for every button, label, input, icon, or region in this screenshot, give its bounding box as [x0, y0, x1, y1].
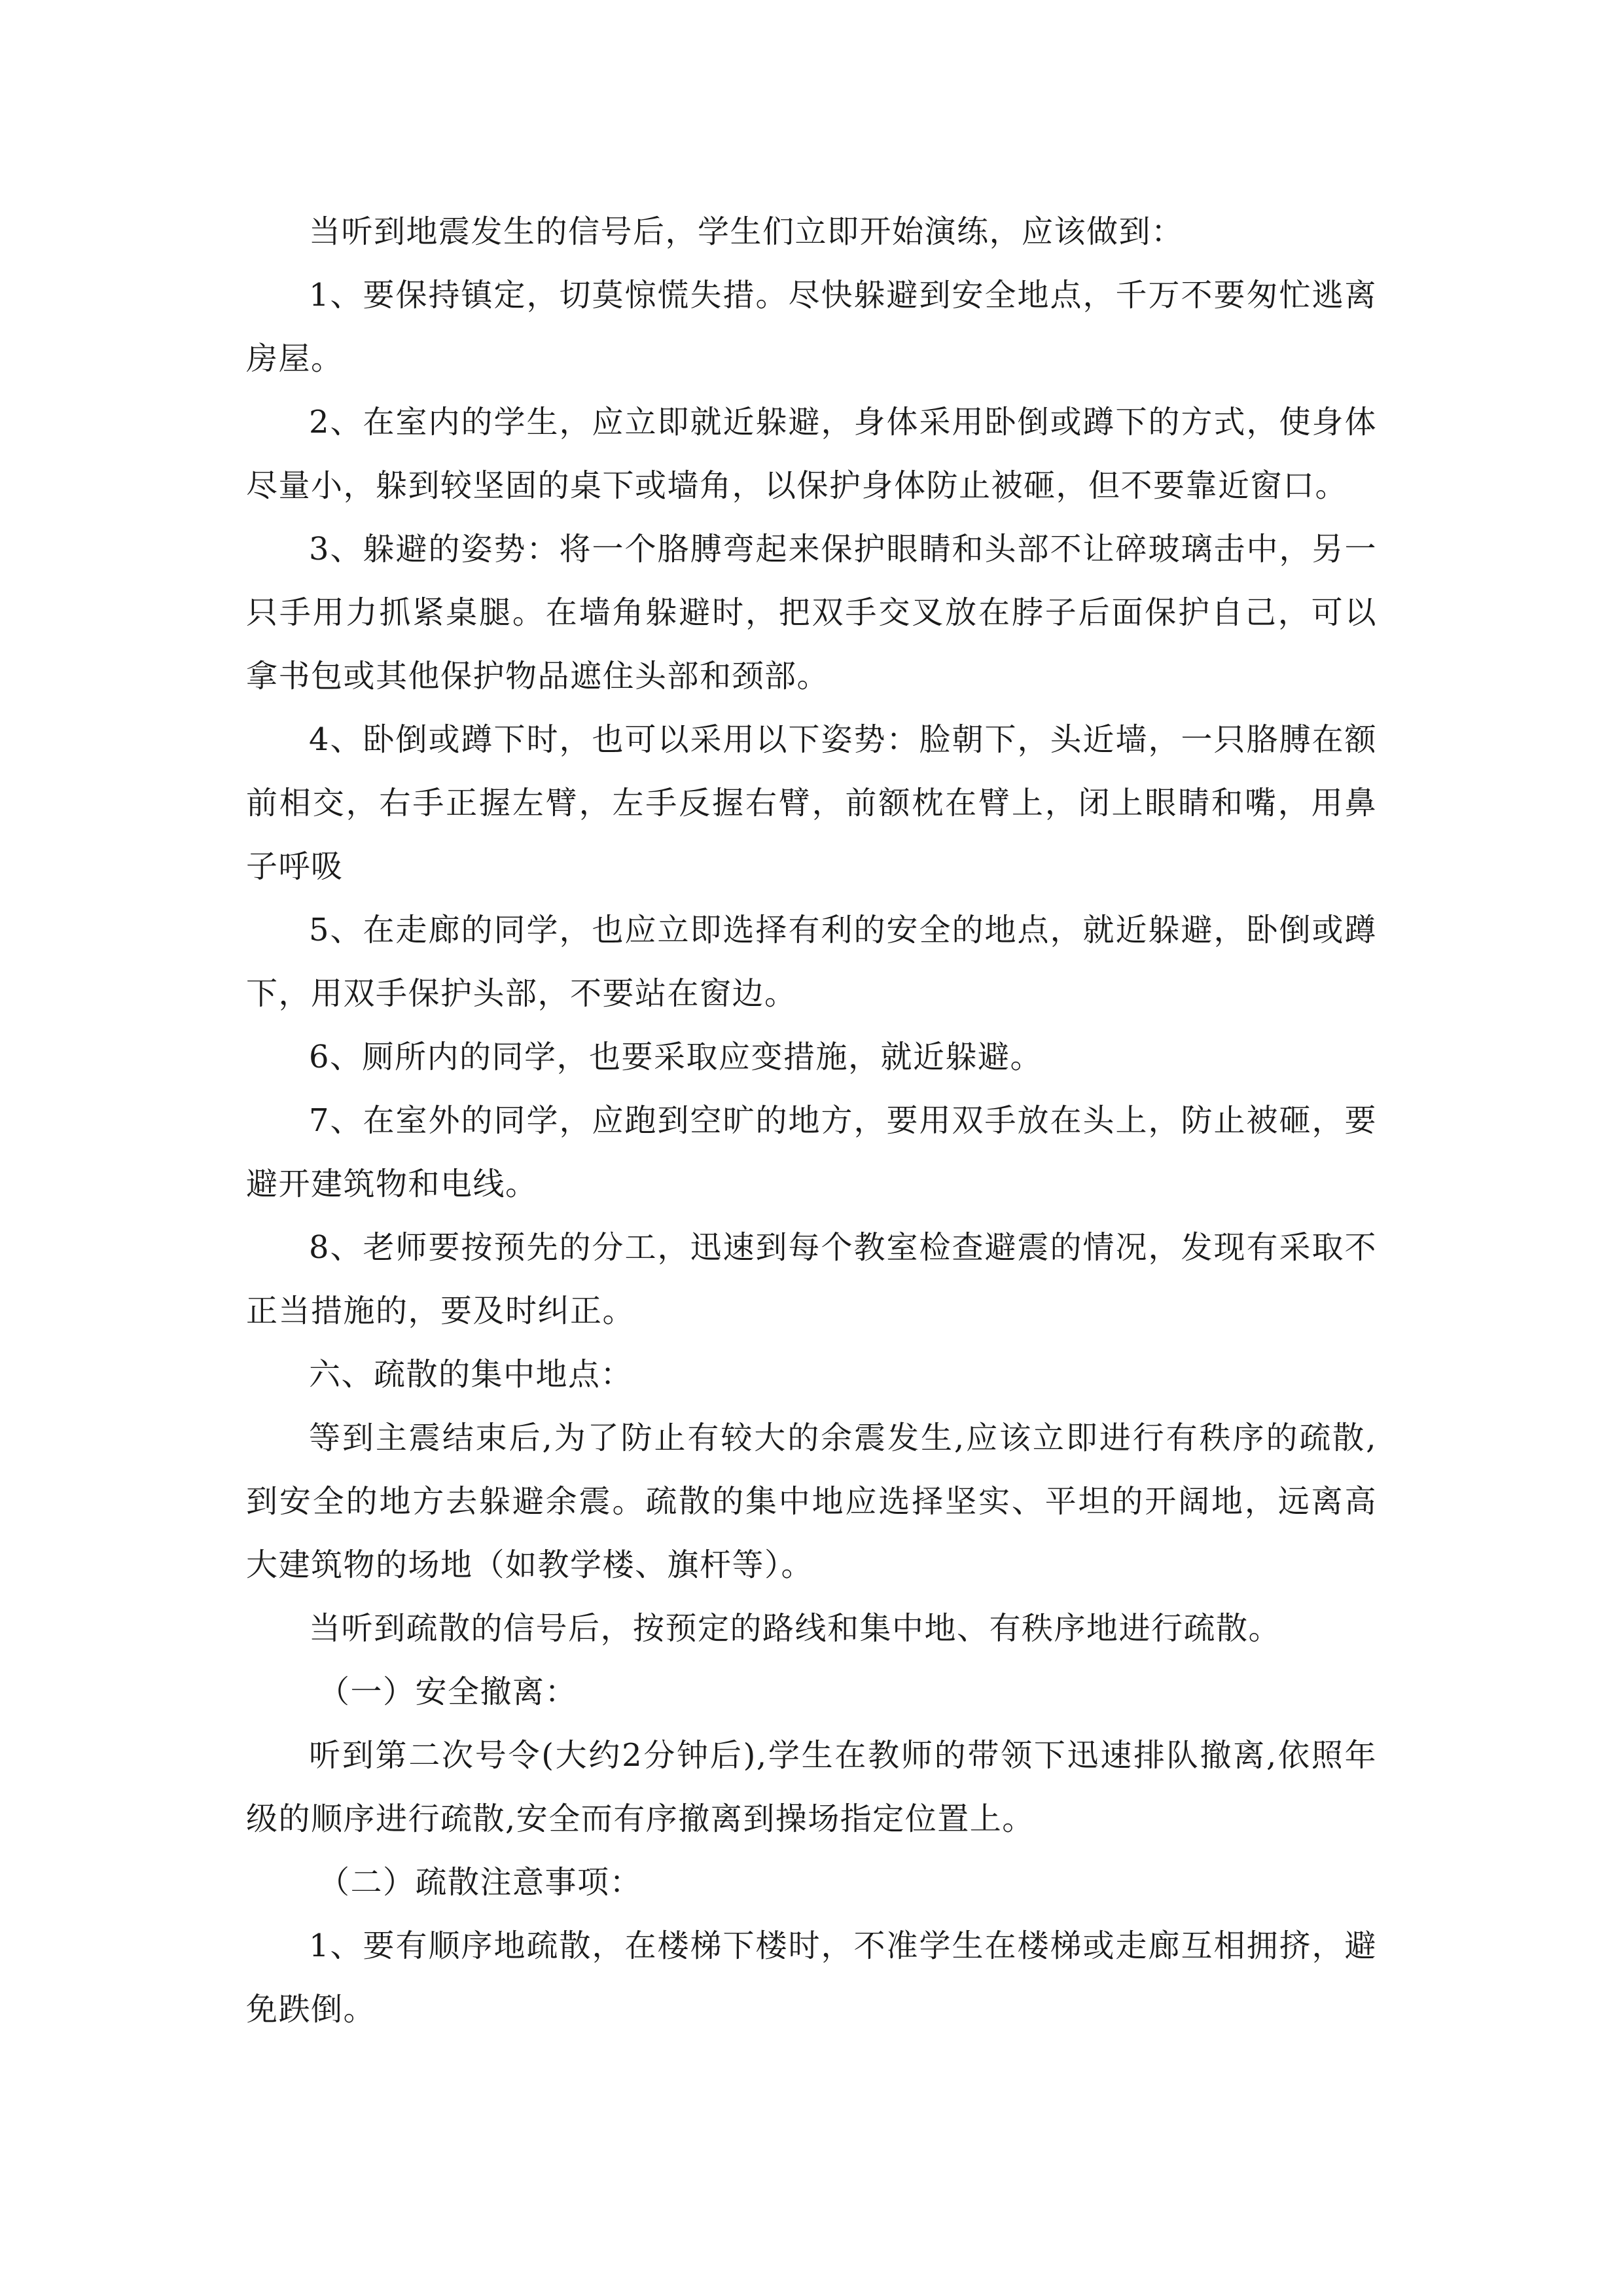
paragraph-item-6-restroom: 6、厕所内的同学，也要采取应变措施，就近躲避。	[309, 1039, 1043, 1075]
paragraph-item-1-stay-calm: 1、要保持镇定，切莫惊慌失措。尽快躲避到安全地点，千万不要匆忙逃离房屋。	[246, 277, 1377, 377]
paragraph-after-main-shock: 等到主震结束后,为了防止有较大的余震发生,应该立即进行有秩序的疏散,到安全的地方去躲避余震。疏散的集中地应选择坚实、平坦的开阔地，远离高大建筑物的场地（如教学楼、旗杆等）。	[246, 1420, 1377, 1583]
paragraph-note-1-orderly: 1、要有顺序地疏散，在楼梯下楼时，不准学生在楼梯或走廊互相拥挤，避免跌倒。	[246, 1928, 1377, 2028]
paragraph-earthquake-signal: 当听到地震发生的信号后，学生们立即开始演练，应该做到：	[309, 213, 1184, 250]
document-body	[246, 200, 1377, 2041]
subheading-safe-withdrawal: （一）安全撤离：	[318, 1674, 578, 1710]
section-heading-evacuation-point: 六、疏散的集中地点：	[309, 1356, 633, 1393]
paragraph-evacuation-signal: 当听到疏散的信号后，按预定的路线和集中地、有秩序地进行疏散。	[309, 1610, 1281, 1647]
paragraph-item-2-indoor: 2、在室内的学生，应立即就近躲避，身体采用卧倒或蹲下的方式，使身体尽量小，躲到较坚固的桌下或墙角，以保护身体防止被砸，但不要靠近窗口。	[246, 404, 1377, 504]
paragraph-item-7-outdoor: 7、在室外的同学，应跑到空旷的地方，要用双手放在头上，防止被砸，要避开建筑物和电线。	[246, 1102, 1377, 1202]
paragraph-item-3-posture: 3、躲避的姿势：将一个胳膊弯起来保护眼睛和头部不让碎玻璃击中，另一只手用力抓紧桌腿。在墙角躲避时，把双手交叉放在脖子后面保护自己，可以拿书包或其他保护物品遮住头部和颈部。	[246, 531, 1377, 694]
paragraph-item-5-corridor: 5、在走廊的同学，也应立即选择有利的安全的地点，就近躲避，卧倒或蹲下，用双手保护头部，不要站在窗边。	[246, 912, 1377, 1012]
paragraph-item-8-teachers: 8、老师要按预先的分工，迅速到每个教室检查避震的情况，发现有采取不正当措施的，要及时纠正。	[246, 1229, 1377, 1329]
paragraph-item-4-lying-down: 4、卧倒或蹲下时，也可以采用以下姿势：脸朝下，头近墙，一只胳膊在额前相交，右手正握左臂，左手反握右臂，前额枕在臂上，闭上眼睛和嘴，用鼻子呼吸	[246, 721, 1377, 885]
subheading-evacuation-notes: （二）疏散注意事项：	[318, 1864, 643, 1901]
paragraph-second-order: 听到第二次号令(大约2分钟后),学生在教师的带领下迅速排队撤离,依照年级的顺序进行疏散,安全而有序撤离到操场指定位置上。	[246, 1737, 1377, 1837]
